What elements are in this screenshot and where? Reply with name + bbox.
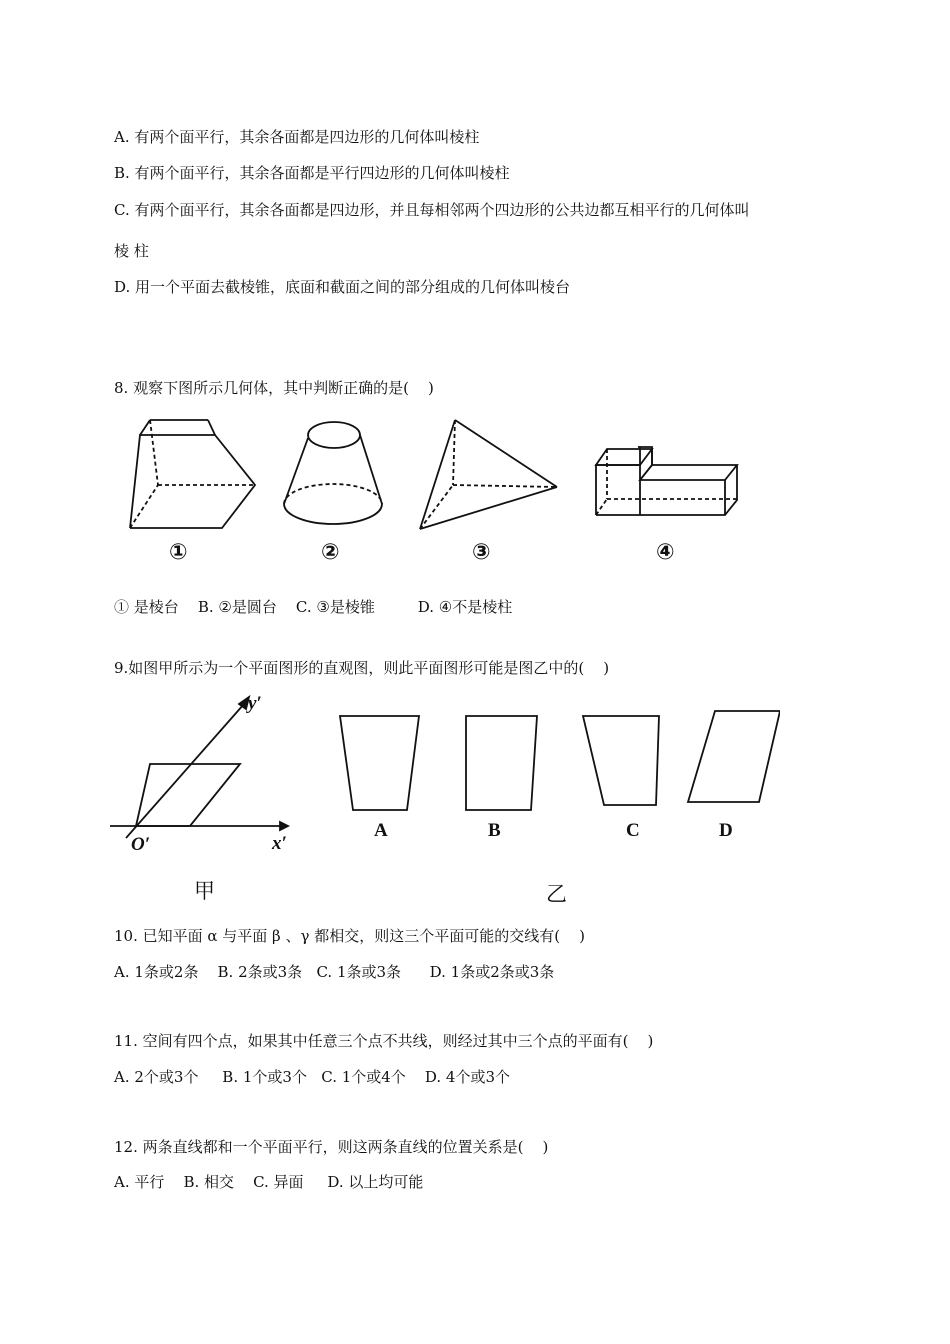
q7-option-b: B. 有两个面平行，其余各面都是平行四边形的几何体叫棱柱 [114,164,510,182]
shape-c [583,716,659,805]
caption-jia: 甲 [194,879,215,903]
shape-b [466,716,537,810]
solid-2-truncated-cone [284,422,382,524]
solid-1-frustum [130,420,255,528]
shape-a [340,716,419,810]
q7-option-c-cont: 棱 柱 [114,242,149,260]
q7-option-d: D. 用一个平面去截棱锥，底面和截面之间的部分组成的几何体叫棱台 [114,278,571,296]
solid-4-l-prism [596,447,737,515]
choice-label-d: D [719,820,733,841]
q8-stem: 8. 观察下图所示几何体，其中判断正确的是( ) [114,379,434,397]
q11-options: A. 2个或3个 B. 1个或3个 C. 1个或4个 D. 4个或3个 [114,1068,510,1086]
figure-label-3: ③ [472,540,491,565]
shape-d [688,711,780,802]
q12-stem: 12. 两条直线都和一个平面平行，则这两条直线的位置关系是( ) [114,1138,549,1156]
q8-options: ① 是棱台 B. ②是圆台 C. ③是棱锥 D. ④不是棱柱 [114,598,513,616]
origin-label: O′ [131,834,151,855]
choice-label-b: B [488,820,501,841]
parallelogram [136,764,240,826]
q11-stem: 11. 空间有四个点，如果其中任意三个点不共线，则经过其中三个点的平面有( ) [114,1032,654,1050]
q10-options: A. 1条或2条 B. 2条或3条 C. 1条或3条 D. 1条或2条或3条 [114,963,555,981]
y-axis-label: y′ [248,693,262,714]
x-axis-label: x′ [272,833,287,854]
q7-option-a: A. 有两个面平行，其余各面都是四边形的几何体叫棱柱 [114,128,480,146]
q8-solids-figure [110,405,760,545]
q9-stem: 9.如图甲所示为一个平面图形的直观图，则此平面图形可能是图乙中的( ) [114,659,610,677]
figure-label-4: ④ [656,540,675,565]
solid-3-pyramid [420,420,557,529]
q12-options: A. 平行 B. 相交 C. 异面 D. 以上均可能 [114,1173,424,1191]
figure-label-2: ② [321,540,340,565]
q7-option-c: C. 有两个面平行，其余各面都是四边形，并且每相邻两个四边形的公共边都互相平行的几何体叫 [114,201,750,219]
choice-label-c: C [626,820,640,841]
y-axis [126,704,244,838]
q9-choice-shapes [330,705,780,815]
caption-yi: 乙 [546,882,567,906]
q10-stem: 10. 已知平面 α 与平面 β 、γ 都相交，则这三个平面可能的交线有( ) [114,927,586,945]
figure-label-1: ① [169,540,188,565]
choice-label-a: A [374,820,388,841]
